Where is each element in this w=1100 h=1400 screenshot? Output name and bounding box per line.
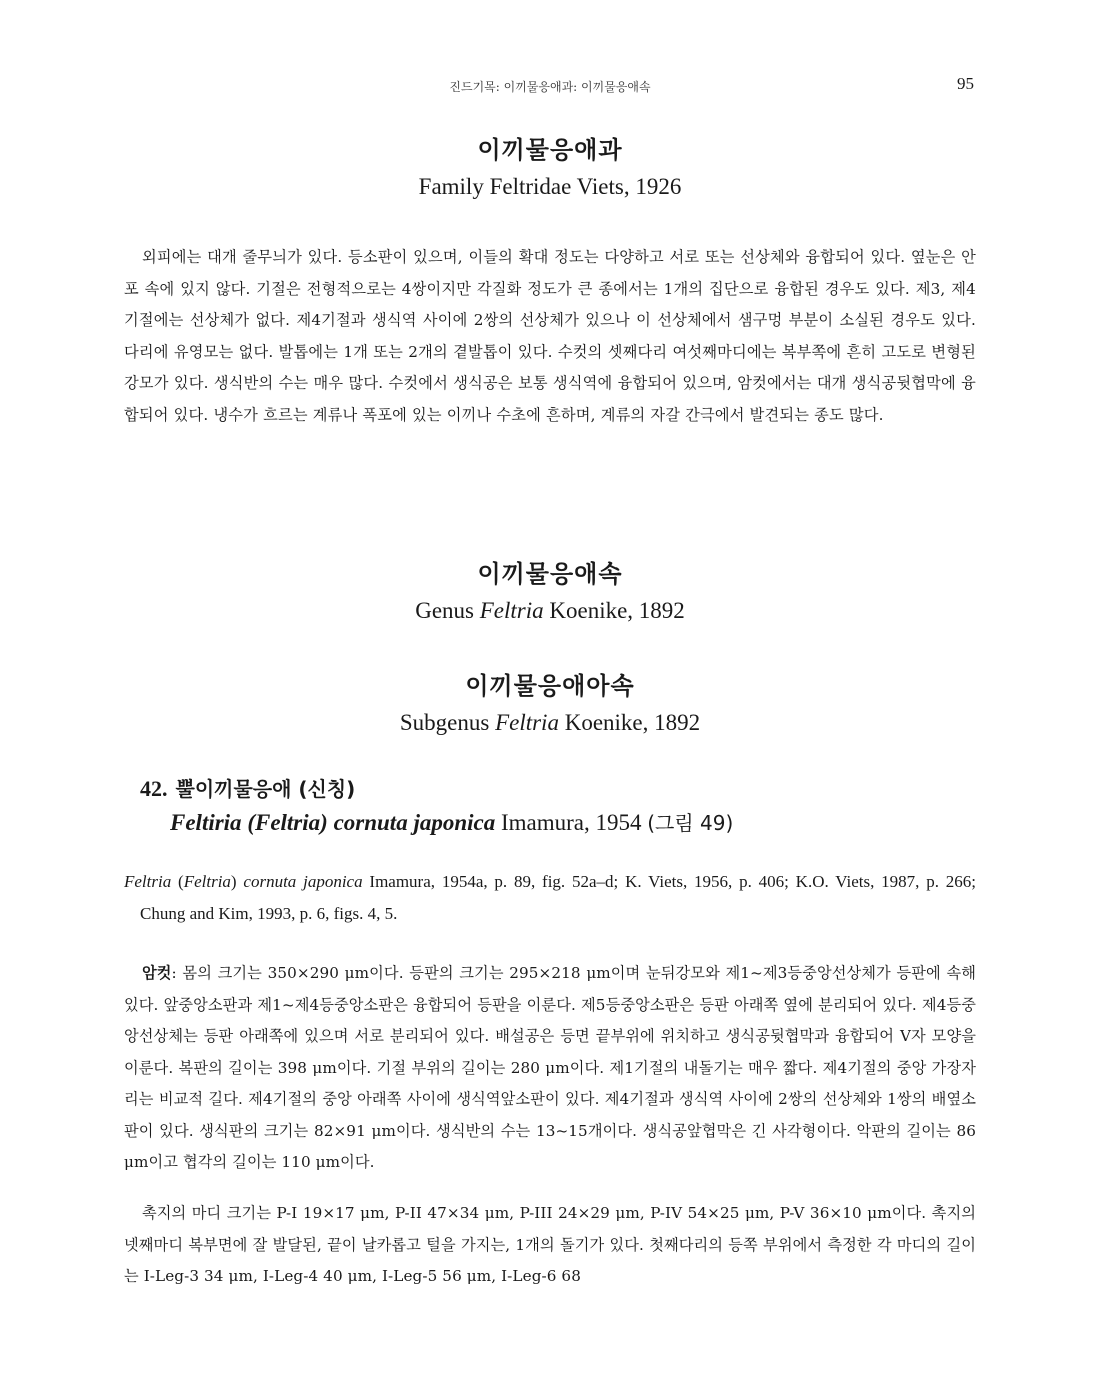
subgenus-suffix: Koenike, 1892	[558, 710, 701, 735]
genus-prefix: Genus	[415, 598, 480, 623]
species-korean-name: 뿔이끼물응애 (신칭)	[175, 777, 356, 801]
running-head-title: 진드기목: 이끼물응애과: 이끼물응애속	[449, 80, 651, 94]
species-scientific-line	[140, 806, 970, 840]
genus-suffix: Koenike, 1892	[543, 598, 685, 623]
synonymy-paragraph: Feltria (Feltria) cornuta japonica Imamura, 1954a, p. 89, fig. 52a–d; K. Viets, 1956, p. 406; K.O. Viets, 1987, p. 266; Chung and Kim, 1993, p. 6, figs. 4, 5.	[124, 872, 976, 923]
family-title-english: Family Feltridae Viets, 1926	[418, 174, 682, 199]
species-epithet: cornuta japonica	[333, 810, 496, 835]
subgenus-title-korean: 이끼물응애아속	[465, 672, 635, 700]
synonymy-subgenus: Feltria	[183, 872, 231, 891]
species-heading	[140, 772, 970, 840]
document-page	[124, 0, 976, 1400]
running-head	[124, 76, 976, 98]
subgenus-prefix: Subgenus	[399, 710, 496, 735]
species-genus: Feltiria	[170, 810, 242, 835]
species-number: 42.	[140, 776, 168, 801]
species-subgenus: (Feltria)	[247, 810, 328, 835]
female-text: : 몸의 크기는 350×290 μm이다. 등판의 크기는 295×218 μm이며 눈뒤강모와 제1~제3등중앙선상체가 등판에 속해 있다. 앞중앙소판과 제1~제4등중앙소판은 융합되어 등판을 이룬다. 제5등중앙소판은 등판 아래쪽 옆에 분리되어 있다. 제4등중앙선상체는 등판 아래쪽에 있으며 서로 분리되어 있다. 배설공은 등면 끝부위에 위치하고 생식공뒷협막과 융합되어 V자 모양을 이룬다. 복판의 길이는 398 μm이다. 기절 부위의 길이는 280 μm이다. 제1기절의 내돌기는 매우 짧다. 제4기절의 중앙 가장자리는 비교적 길다. 제4기절의 중앙 아래쪽 사이에 생식역앞소판이 있다. 제4기절과 생식역 사이에 2쌍의 선상체와 1쌍의 배옆소판이 있다. 생식판의 크기는 82×91 μm이다. 생식반의 수는 13~15개이다. 생식공앞협막은 긴 사각형이다. 악판의 길이는 86 μm이고 협각의 길이는 110 μm이다.	[124, 964, 976, 1171]
synonymy-references: Imamura, 1954a, p. 89, fig. 52a–d; K. Viets, 1956, p. 406; K.O. Viets, 1987, p. 266; Chung and Kim, 1993, p. 6, figs. 4, 5.	[140, 872, 976, 923]
synonymy-species: cornuta japonica	[243, 872, 363, 891]
species-korean-line	[140, 772, 970, 806]
female-label: 암컷	[142, 964, 172, 982]
subgenus-title-english	[124, 708, 976, 738]
genus-name: Feltria	[479, 598, 544, 623]
family-title-korean: 이끼물응애과	[477, 136, 623, 164]
page-number: 95	[957, 74, 974, 93]
family-description: 외피에는 대개 줄무늬가 있다. 등소판이 있으며, 이들의 확대 정도는 다양하고 서로 또는 선상체와 융합되어 있다. 옆눈은 안포 속에 있지 않다. 기절은 전형적으로는 4쌍이지만 각질화 정도가 큰 종에서는 1개의 집단으로 융합된 경우도 있다. 제3, 제4기절에는 선상체가 없다. 제4기절과 생식역 사이에 2쌍의 선상체가 있으나 이 선상체에서 샘구멍 부분이 소실된 경우도 있다. 다리에 유영모는 없다. 발톱에는 1개 또는 2개의 곁발톱이 있다. 수컷의 셋째다리 여섯째마디에는 복부쪽에 흔히 고도로 변형된 강모가 있다. 생식반의 수는 매우 많다. 수컷에서 생식공은 보통 생식역에 융합되어 있으며, 암컷에서는 대개 생식공뒷협막에 융합되어 있다. 냉수가 흐르는 계류나 폭포에 있는 이끼나 수초에 흔하며, 계류의 자갈 간극에서 발견되는 종도 많다.	[124, 248, 976, 424]
genus-title-korean: 이끼물응애속	[477, 560, 623, 588]
species-figure-ref: (그림 49)	[647, 811, 734, 835]
female-description	[124, 958, 976, 1179]
synonymy-genus: Feltria	[124, 872, 172, 891]
genus-title-english	[124, 596, 976, 626]
palp-description: 촉지의 마디 크기는 P-I 19×17 μm, P-II 47×34 μm, P-III 24×29 μm, P-IV 54×25 μm, P-V 36×10 μm이다. 촉지의 넷째마디 복부면에 잘 발달된, 끝이 날카롭고 털을 가지는, 1개의 돌기가 있다. 첫째다리의 등쪽 부위에서 측정한 각 마디의 길이는 I-Leg-3 34 μm, I-Leg-4 40 μm, I-Leg-5 56 μm, I-Leg-6 68	[124, 1204, 976, 1285]
subgenus-name: Feltria	[495, 710, 559, 735]
species-author: Imamura, 1954	[495, 810, 648, 835]
